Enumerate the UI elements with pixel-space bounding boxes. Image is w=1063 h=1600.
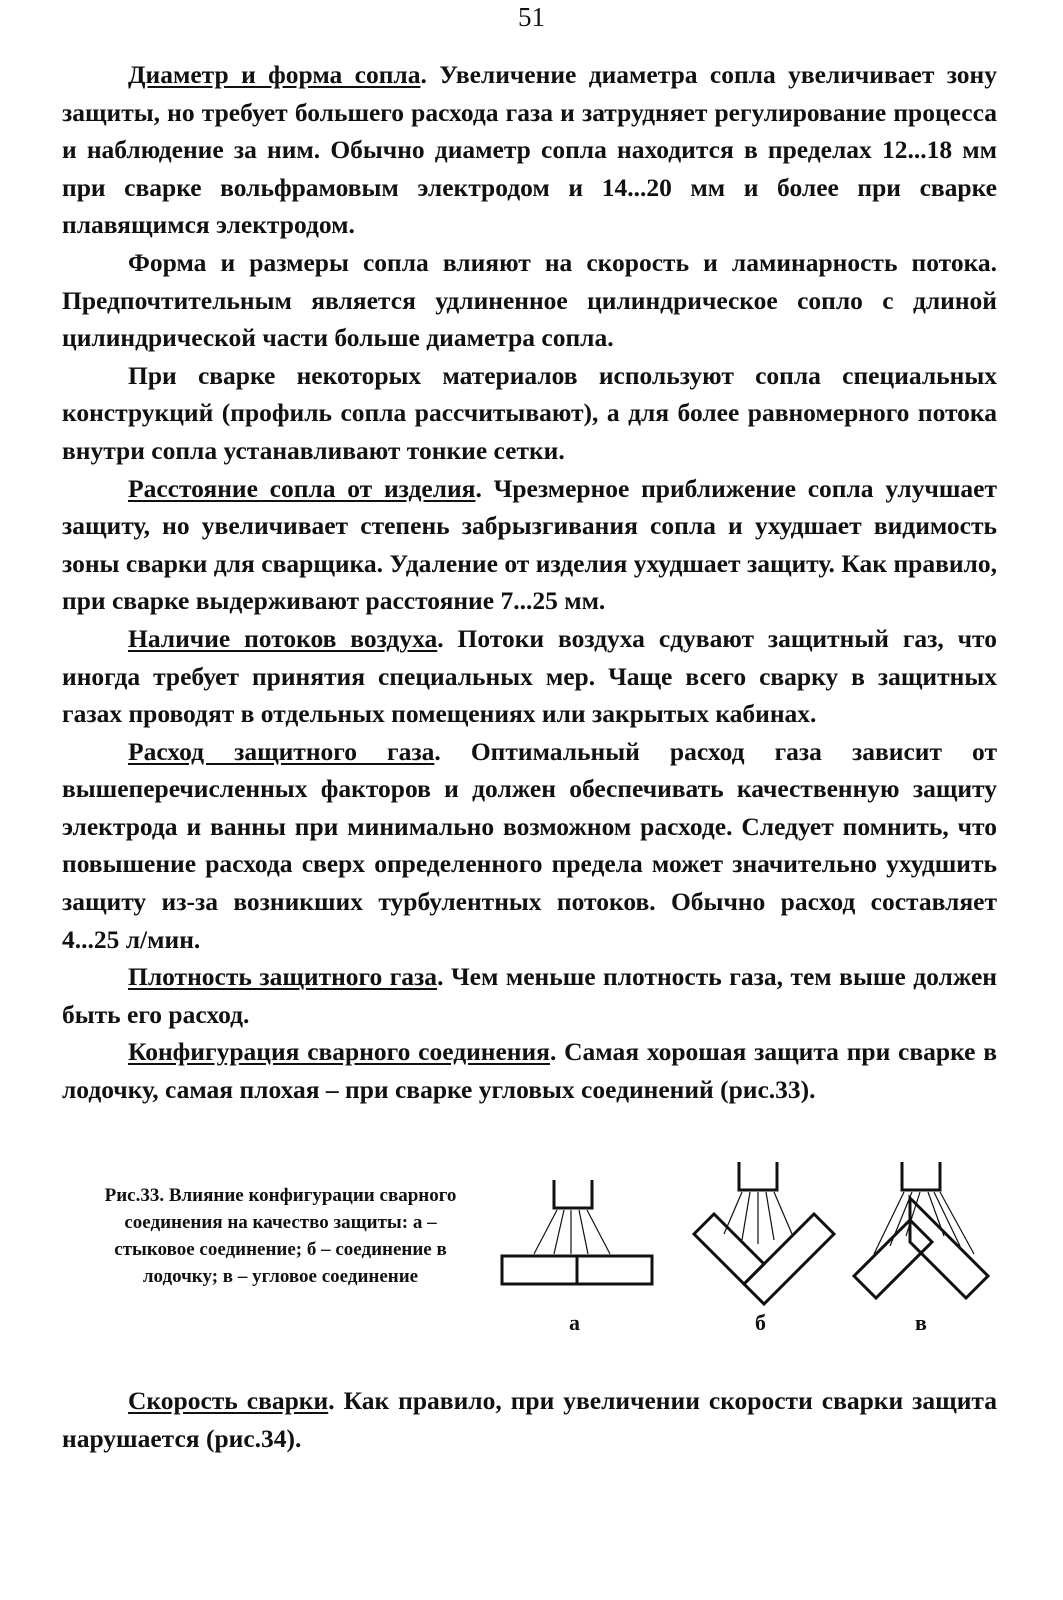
term-heading: Наличие потоков воздуха <box>128 623 438 653</box>
paragraph-text: . Как правило, при увеличении скорости сварки защита нарушается (рис.34). <box>62 1386 997 1453</box>
joint-configuration-drawing <box>492 1150 997 1310</box>
butt-joint-sketch <box>502 1180 652 1284</box>
paragraph-text: . Увеличение диаметра сопла увеличивает зону защиты, но требует большего расхода газа и затрудняет регулирование процесса и наблюдение за ним. Обычно диаметр сопла находится в пределах 12...18 мм при сварке вольфрамовым электродом и 14...20 мм и более при сварке плавящимся электродом. <box>62 60 998 240</box>
term-heading: Расход защитного газа <box>128 736 435 766</box>
paragraph-nozzle-diameter <box>62 56 997 244</box>
page-number: 51 <box>518 2 545 32</box>
term-heading: Расстояние сопла от изделия <box>128 473 476 503</box>
term-heading: Плотность защитного газа <box>128 962 438 992</box>
paragraph-text: . Потоки воздуха сдувают защитный газ, что иногда требует принятия специальных мер. Чаще всего сварку в защитных газах проводят в отдельных помещениях или закрытых кабинах. <box>62 623 997 729</box>
body-text-continued <box>62 1382 997 1457</box>
paragraph-nozzle-distance <box>62 470 997 620</box>
paragraph-joint-configuration <box>62 1033 997 1108</box>
figure-33 <box>62 1150 997 1340</box>
paragraph-text: . Чем меньше плотность газа, тем выше должен быть его расход. <box>62 962 997 1029</box>
paragraph-gas-density <box>62 958 997 1033</box>
fillet-joint-sketch <box>854 1162 988 1298</box>
figure-label-a: а <box>569 1310 580 1335</box>
paragraph-text: . Чрезмерное приближение сопла улучшает защиту, но увеличивает степень забрызгивания сопла и ухудшает видимость зоны сварки для сварщика. Удаление от изделия ухудшает защиту. Как правило, при сварке выдерживают расстояние 7...25 мм. <box>62 473 997 616</box>
paragraph-special-nozzles <box>62 357 997 470</box>
figure-label-v: в <box>915 1310 927 1335</box>
paragraph-gas-flow-rate <box>62 733 997 959</box>
paragraph-welding-speed <box>62 1382 997 1457</box>
term-heading: Диаметр и форма сопла <box>128 60 421 89</box>
boat-position-sketch <box>694 1162 834 1304</box>
body-text <box>62 56 997 1109</box>
paragraph-text: При сварке некоторых материалов используют сопла специальных конструкций (профиль сопла рассчитывают), а для более равномерного потока внутри сопла устанавливают тонкие сетки. <box>62 360 997 465</box>
paragraph-text: . Оптимальный расход газа зависит от вышеперечисленных факторов и должен обеспечивать качественную защиту электрода и ванны при минимально возможном расходе. Следует помнить, что повышение расхода сверх определенного предела может значительно ухудшить защиту из-за возникших турбулентных потоков. Обычно расход составляет 4...25 л/мин. <box>62 736 998 954</box>
figure-caption: Рис.33. Влияние конфигурации сварного соединения на качество защиты: а – стыковое соединение; б – соединение в лодочку; в – угловое соединение <box>104 1185 457 1287</box>
paragraph-nozzle-shape <box>62 244 997 357</box>
term-heading: Скорость сварки <box>128 1386 329 1415</box>
figure-label-b: б <box>755 1310 766 1335</box>
paragraph-text: . Самая хорошая защита при сварке в лодочку, самая плохая – при сварке угловых соединений (рис.33). <box>62 1037 997 1105</box>
paragraph-air-flows <box>62 620 997 733</box>
term-heading: Конфигурация сварного соединения <box>128 1037 550 1067</box>
paragraph-text: Форма и размеры сопла влияют на скорость и ламинарность потока. Предпочтительным является удлиненное цилиндрическое сопло с длиной цилиндрической части больше диаметра сопла. <box>62 247 997 353</box>
